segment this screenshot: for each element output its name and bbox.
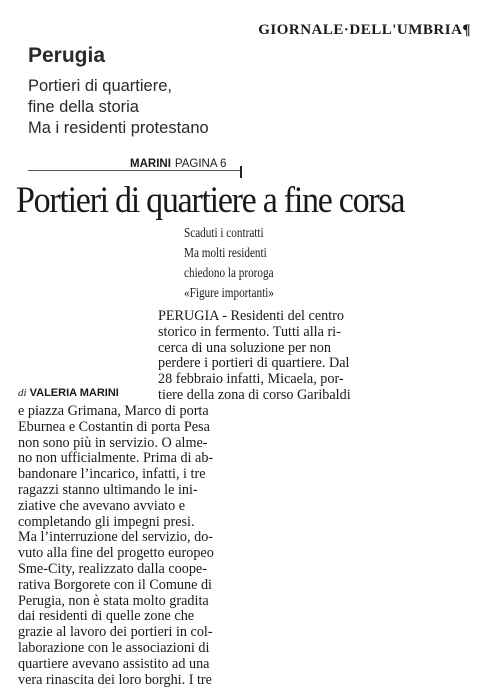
article-body-left [18, 404, 214, 688]
subhead-line: Scaduti i contratti [184, 226, 264, 241]
body-line: vuto alla fine del progetto europeo [18, 545, 214, 562]
text-cursor-mark [240, 166, 242, 178]
subheads-block [184, 224, 274, 304]
summary-block [28, 76, 209, 139]
body-line: Eburnea e Costantin di porta Pesa [18, 418, 210, 435]
byline [18, 387, 119, 399]
body-line: Sme-City, realizzato dalla coope- [18, 560, 207, 577]
page-reference [130, 158, 226, 170]
body-line: non sono più in servizio. O alme- [18, 434, 208, 451]
section-label: Perugia [28, 44, 106, 67]
headline: Portieri di quartiere a fine corsa [16, 180, 405, 221]
body-line: dai residenti di quelle zone che [18, 608, 195, 625]
page-ref-page: PAGINA 6 [174, 158, 227, 170]
body-line: perdere i portieri di quartiere. Dal [158, 355, 350, 372]
article-body-right [158, 309, 351, 404]
summary-line: Ma i residenti protestano [28, 119, 209, 137]
body-line: bandonare l’incarico, infatti, i tre [18, 466, 206, 483]
masthead: GIORNALE·DELL'UMBRIA¶ [258, 22, 471, 38]
body-line: vera rinascita dei loro borghi. I tre [18, 671, 212, 688]
summary-line: fine della storia [28, 98, 139, 116]
summary-line: Portieri di quartiere, [28, 77, 172, 95]
body-line: tiere della zona di corso Garibaldi [158, 386, 351, 403]
body-line: completando gli impegni presi. [18, 513, 195, 530]
body-line: Ma l’interruzione del servizio, do- [18, 529, 214, 546]
body-line: laborazione con le associazioni di [18, 639, 210, 656]
body-line: grazie al lavoro dei portieri in col- [18, 624, 213, 641]
body-line: ragazzi stanno ultimando le ini- [18, 481, 198, 498]
body-line: storico in fermento. Tutti alla ri- [158, 323, 341, 340]
page-ref-author: MARINI [130, 158, 171, 170]
divider-rule [28, 170, 242, 171]
body-line: ziative che avevano avviato e [18, 497, 186, 514]
subhead-line: «Figure importanti» [184, 286, 274, 301]
body-line: no non ufficialmente. Prima di ab- [18, 450, 214, 467]
body-line: Perugia, non è stata molto gradita [18, 592, 209, 609]
byline-prefix: di [18, 387, 27, 399]
body-line: 28 febbraio infatti, Micaela, por- [158, 371, 344, 388]
body-line: rativa Borgorete con il Comune di [18, 576, 212, 593]
body-line: quartiere avevano assistito ad una [18, 655, 210, 672]
body-line: PERUGIA - Residenti del centro [158, 308, 344, 324]
body-line: cerca di una soluzione per non [158, 339, 331, 356]
byline-name: VALERIA MARINI [29, 387, 119, 399]
subhead-line: chiedono la proroga [184, 266, 274, 281]
body-line: e piazza Grimana, Marco di porta [18, 403, 209, 419]
subhead-line: Ma molti residenti [184, 246, 267, 261]
